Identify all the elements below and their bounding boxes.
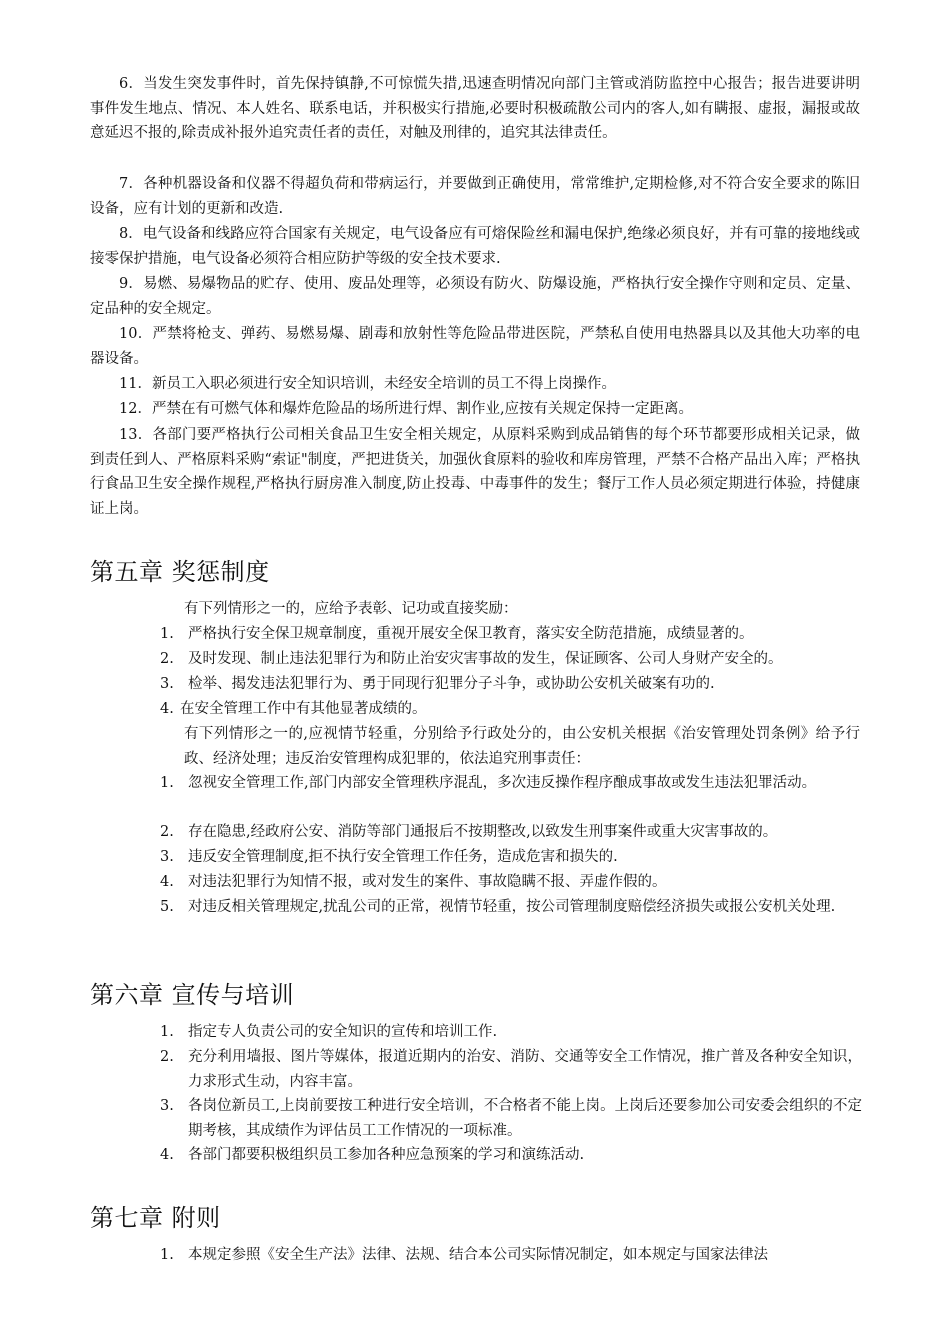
list-text: 忽视安全管理工作,部门内部安全管理秩序混乱，多次违反操作程序酿成事故或发生违法犯罪活动。 — [188, 775, 817, 791]
list-text: 严格执行安全保卫规章制度，重视开展安全保卫教育，落实安全防范措施，成绩显著的。 — [188, 626, 754, 642]
list-number: 2. — [160, 824, 174, 840]
list-item — [150, 1243, 862, 1268]
chapter-heading: 第七章 附则 — [90, 1204, 221, 1232]
list-text: 存在隐患,经政府公安、消防等部门通报后不按期整改,以致发生刑事案件或重大灾害事故的。 — [188, 824, 778, 840]
list-item — [150, 895, 862, 920]
list-item — [150, 845, 862, 870]
list-number: 1. — [160, 775, 174, 791]
list-text: 检举、揭发违法犯罪行为、勇于同现行犯罪分子斗争，或协助公安机关破案有功的. — [188, 676, 715, 692]
list-item — [150, 870, 862, 895]
list-text: 充分利用墙报、图片等媒体，报道近期内的治安、消防、交通等安全工作情况，推广普及各种安全知识，力求形式生动，内容丰富。 — [188, 1049, 862, 1090]
list-number: 4. — [160, 701, 174, 717]
list-item — [150, 672, 862, 697]
list-number: 2. — [160, 651, 174, 667]
list-number: 3. — [160, 849, 174, 865]
list-text: 各岗位新员工,上岗前要按工种进行安全培训，不合格者不能上岗。上岗后还要参加公司安委会组织的不定期考核，其成绩作为评估员工工作情况的一项标准。 — [188, 1098, 862, 1139]
list-number: 3. — [160, 1098, 174, 1114]
rule-item-6: 6．当发生突发事件时，首先保持镇静,不可惊慌失措,迅速查明情况向部门主管或消防监控中心报告；报告进要讲明事件发生地点、情况、本人姓名、联系电话，并积极实行措施,必要时积极疏散公司内的客人,如有瞒报、虚报，漏报或故意延迟不报的,除责成补报外追究责任者的责任，对触及刑律的，追究其法律责任。 — [90, 76, 860, 141]
rule-item-13: 13．各部门要严格执行公司相关食品卫生安全相关规定，从原料采购到成品销售的每个环节都要形成相关记录，做到责任到人、严格原料采购“索证"制度，严把进货关，加强伙食原料的验收和库房管理，严禁不合格产品出入库；严格执行食品卫生安全操作规程,严格执行厨房准入制度,防止投毒、中毒事件的发生；餐厅工作人员必须定期进行体验，持健康证上岗。 — [90, 427, 860, 517]
list-text: 各部门都要积极组织员工参加各种应急预案的学习和演练活动. — [188, 1147, 585, 1163]
list-number: 1. — [160, 626, 174, 642]
list-number: 3. — [160, 676, 174, 692]
list-text: 对违反相关管理规定,扰乱公司的正常，视情节轻重，按公司管理制度赔偿经济损失或报公安机关处理. — [188, 899, 836, 915]
rule-item-11: 11．新员工入职必须进行安全知识培训，未经安全培训的员工不得上岗操作。 — [119, 376, 616, 392]
list-item — [150, 1143, 862, 1168]
list-item — [150, 771, 862, 796]
list-item — [150, 1094, 862, 1143]
list-text: 在安全管理工作中有其他显著成绩的。 — [180, 701, 427, 717]
list-number: 1. — [160, 1024, 174, 1040]
list-text: 违反安全管理制度,拒不执行安全管理工作任务，造成危害和损失的. — [188, 849, 618, 865]
list-text: 对违法犯罪行为知情不报，或对发生的案件、事故隐瞒不报、弄虚作假的。 — [188, 874, 667, 890]
list-number: 4. — [160, 1147, 174, 1163]
list-item — [150, 622, 862, 647]
rule-item-12: 12．严禁在有可燃气体和爆炸危险品的场所进行焊、割作业,应按有关规定保持一定距离。 — [119, 401, 694, 417]
list-item — [150, 647, 862, 672]
rule-item-8: 8．电气设备和线路应符合国家有关规定，电气设备应有可熔保险丝和漏电保护,绝缘必须良好，并有可靠的接地线或接零保护措施，电气设备必须符合相应防护等级的安全技术要求. — [90, 226, 860, 267]
list-number: 1. — [160, 1247, 174, 1263]
list-text: 本规定参照《安全生产法》法律、法规、结合本公司实际情况制定，如本规定与国家法律法 — [188, 1247, 768, 1263]
chapter-heading: 第五章 奖惩制度 — [90, 558, 270, 586]
rule-item-9: 9．易燃、易爆物品的贮存、使用、废品处理等，必须设有防火、防爆设施，严格执行安全操作守则和定员、定量、定品种的安全规定。 — [90, 276, 860, 317]
list-item — [150, 1045, 862, 1094]
list-number: 2. — [160, 1049, 174, 1065]
penalty-intro: 有下列情形之一的,应视情节轻重，分别给予行政处分的，由公安机关根据《治安管理处罚条例》给予行政、经济处理；违反治安管理构成犯罪的，依法追究刑事责任： — [184, 726, 860, 767]
list-item — [150, 820, 862, 845]
chapter-heading: 第六章 宣传与培训 — [90, 981, 295, 1009]
list-number: 4. — [160, 874, 174, 890]
reward-intro: 有下列情形之一的，应给予表彰、记功或直接奖励： — [184, 601, 518, 617]
list-number: 5. — [160, 899, 174, 915]
list-text: 指定专人负责公司的安全知识的宣传和培训工作. — [188, 1024, 498, 1040]
list-item — [150, 1020, 862, 1045]
list-text: 及时发现、制止违法犯罪行为和防止治安灾害事故的发生，保证顾客、公司人身财产安全的。 — [188, 651, 783, 667]
rule-item-7: 7．各种机器设备和仪器不得超负荷和带病运行，并要做到正确使用，常常维护,定期检修,对不符合安全要求的陈旧设备，应有计划的更新和改造. — [90, 176, 860, 217]
list-item — [150, 697, 862, 722]
rule-item-10: 10．严禁将枪支、弹药、易燃易爆、剧毒和放射性等危险品带进医院，严禁私自使用电热器具以及其他大功率的电器设备。 — [90, 326, 860, 367]
